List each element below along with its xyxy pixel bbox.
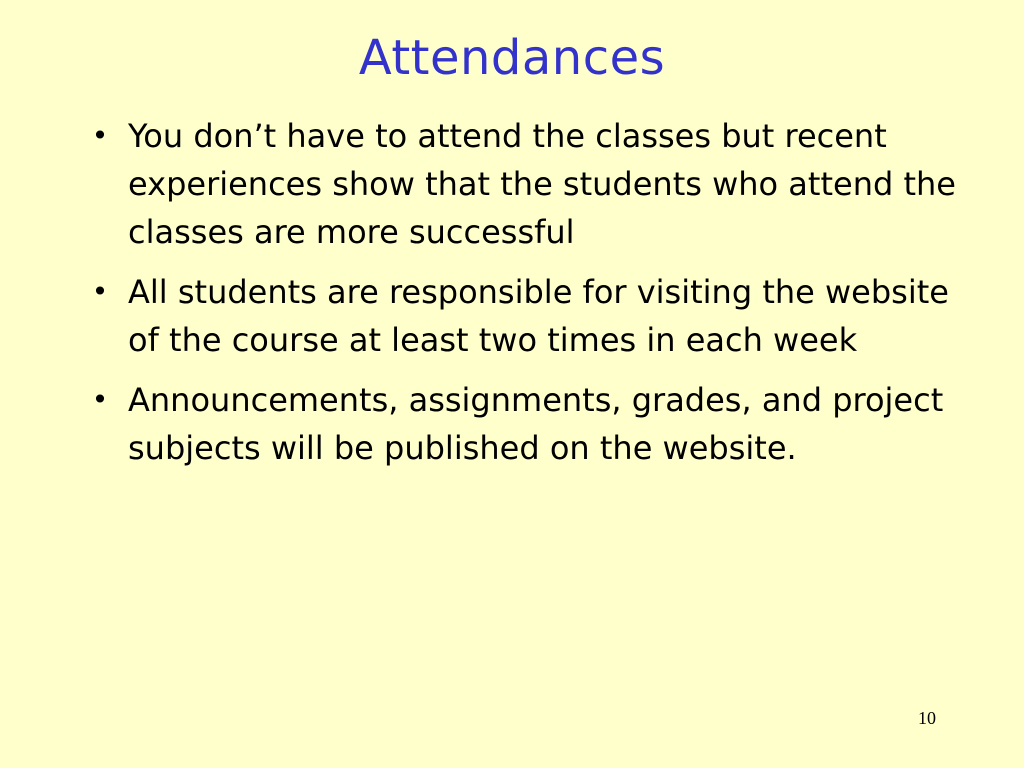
bullet-text: You don’t have to attend the classes but recent experiences show that the students who attend the classes are more successful	[128, 117, 956, 251]
slide-title: Attendances	[358, 30, 666, 86]
page-number: 10	[918, 708, 936, 728]
bullet-list	[80, 112, 980, 484]
bullet-item	[80, 268, 980, 364]
bullet-item	[80, 376, 980, 472]
bullet-text: Announcements, assignments, grades, and project subjects will be published on the website.	[128, 381, 944, 467]
bullet-marker: •	[91, 383, 109, 416]
bullet-marker: •	[91, 119, 109, 152]
bullet-marker: •	[91, 275, 109, 308]
bullet-item	[80, 112, 980, 256]
bullet-text: All students are responsible for visiting the website of the course at least two times in each week	[128, 273, 949, 359]
